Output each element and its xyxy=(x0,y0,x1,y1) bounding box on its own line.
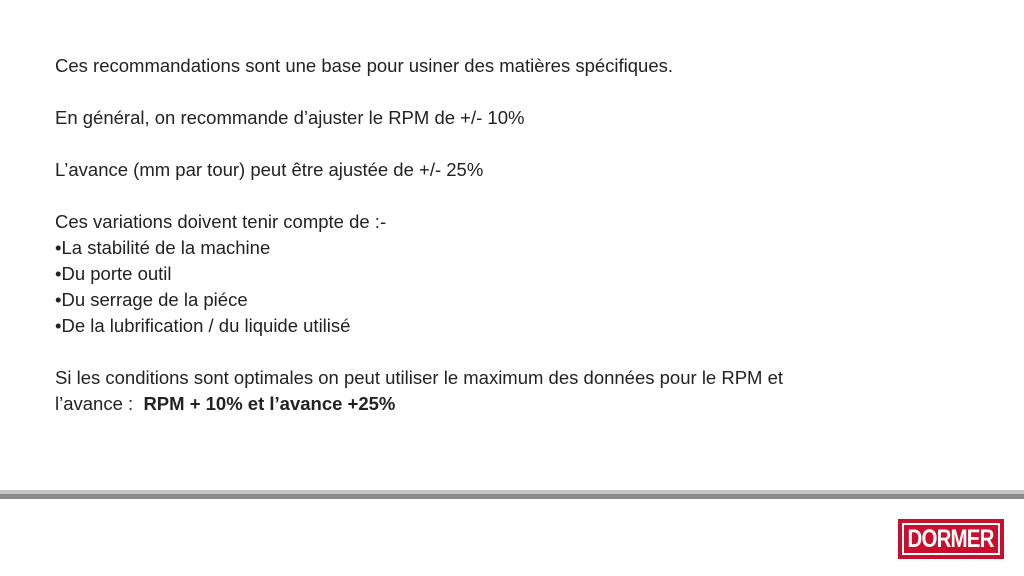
footer-divider xyxy=(0,490,1024,499)
bullet-item: •De la lubrification / du liquide utilisé xyxy=(55,315,351,336)
intro-text: Ces recommandations sont une base pour usiner des matières spécifiques. xyxy=(55,55,674,76)
optimal-values: RPM + 10% et l’avance +25% xyxy=(143,393,396,414)
bullet-item: •Du porte outil xyxy=(55,263,172,284)
feed-recommendation: L’avance (mm par tour) peut être ajustée de +/- 25% xyxy=(55,159,484,180)
spacer xyxy=(55,339,955,365)
spacer xyxy=(55,183,955,209)
avance-label: l’avance : xyxy=(55,393,144,414)
bullet-item: •Du serrage de la piéce xyxy=(55,289,248,310)
spacer xyxy=(55,79,955,105)
spacer xyxy=(55,131,955,157)
dormer-logo xyxy=(898,519,1004,559)
variations-heading: Ces variations doivent tenir compte de :- xyxy=(55,211,387,232)
optimal-conditions-text: Si les conditions sont optimales on peut utiliser le maximum des données pour le RPM et xyxy=(55,367,784,388)
rpm-recommendation: En général, on recommande d’ajuster le RPM de +/- 10% xyxy=(55,107,525,128)
logo-border xyxy=(902,523,1000,555)
bullet-item: •La stabilité de la machine xyxy=(55,237,271,258)
optimal-conditions-continued xyxy=(55,391,955,417)
logo-text: DORMER xyxy=(907,524,995,553)
slide-body xyxy=(55,53,955,417)
